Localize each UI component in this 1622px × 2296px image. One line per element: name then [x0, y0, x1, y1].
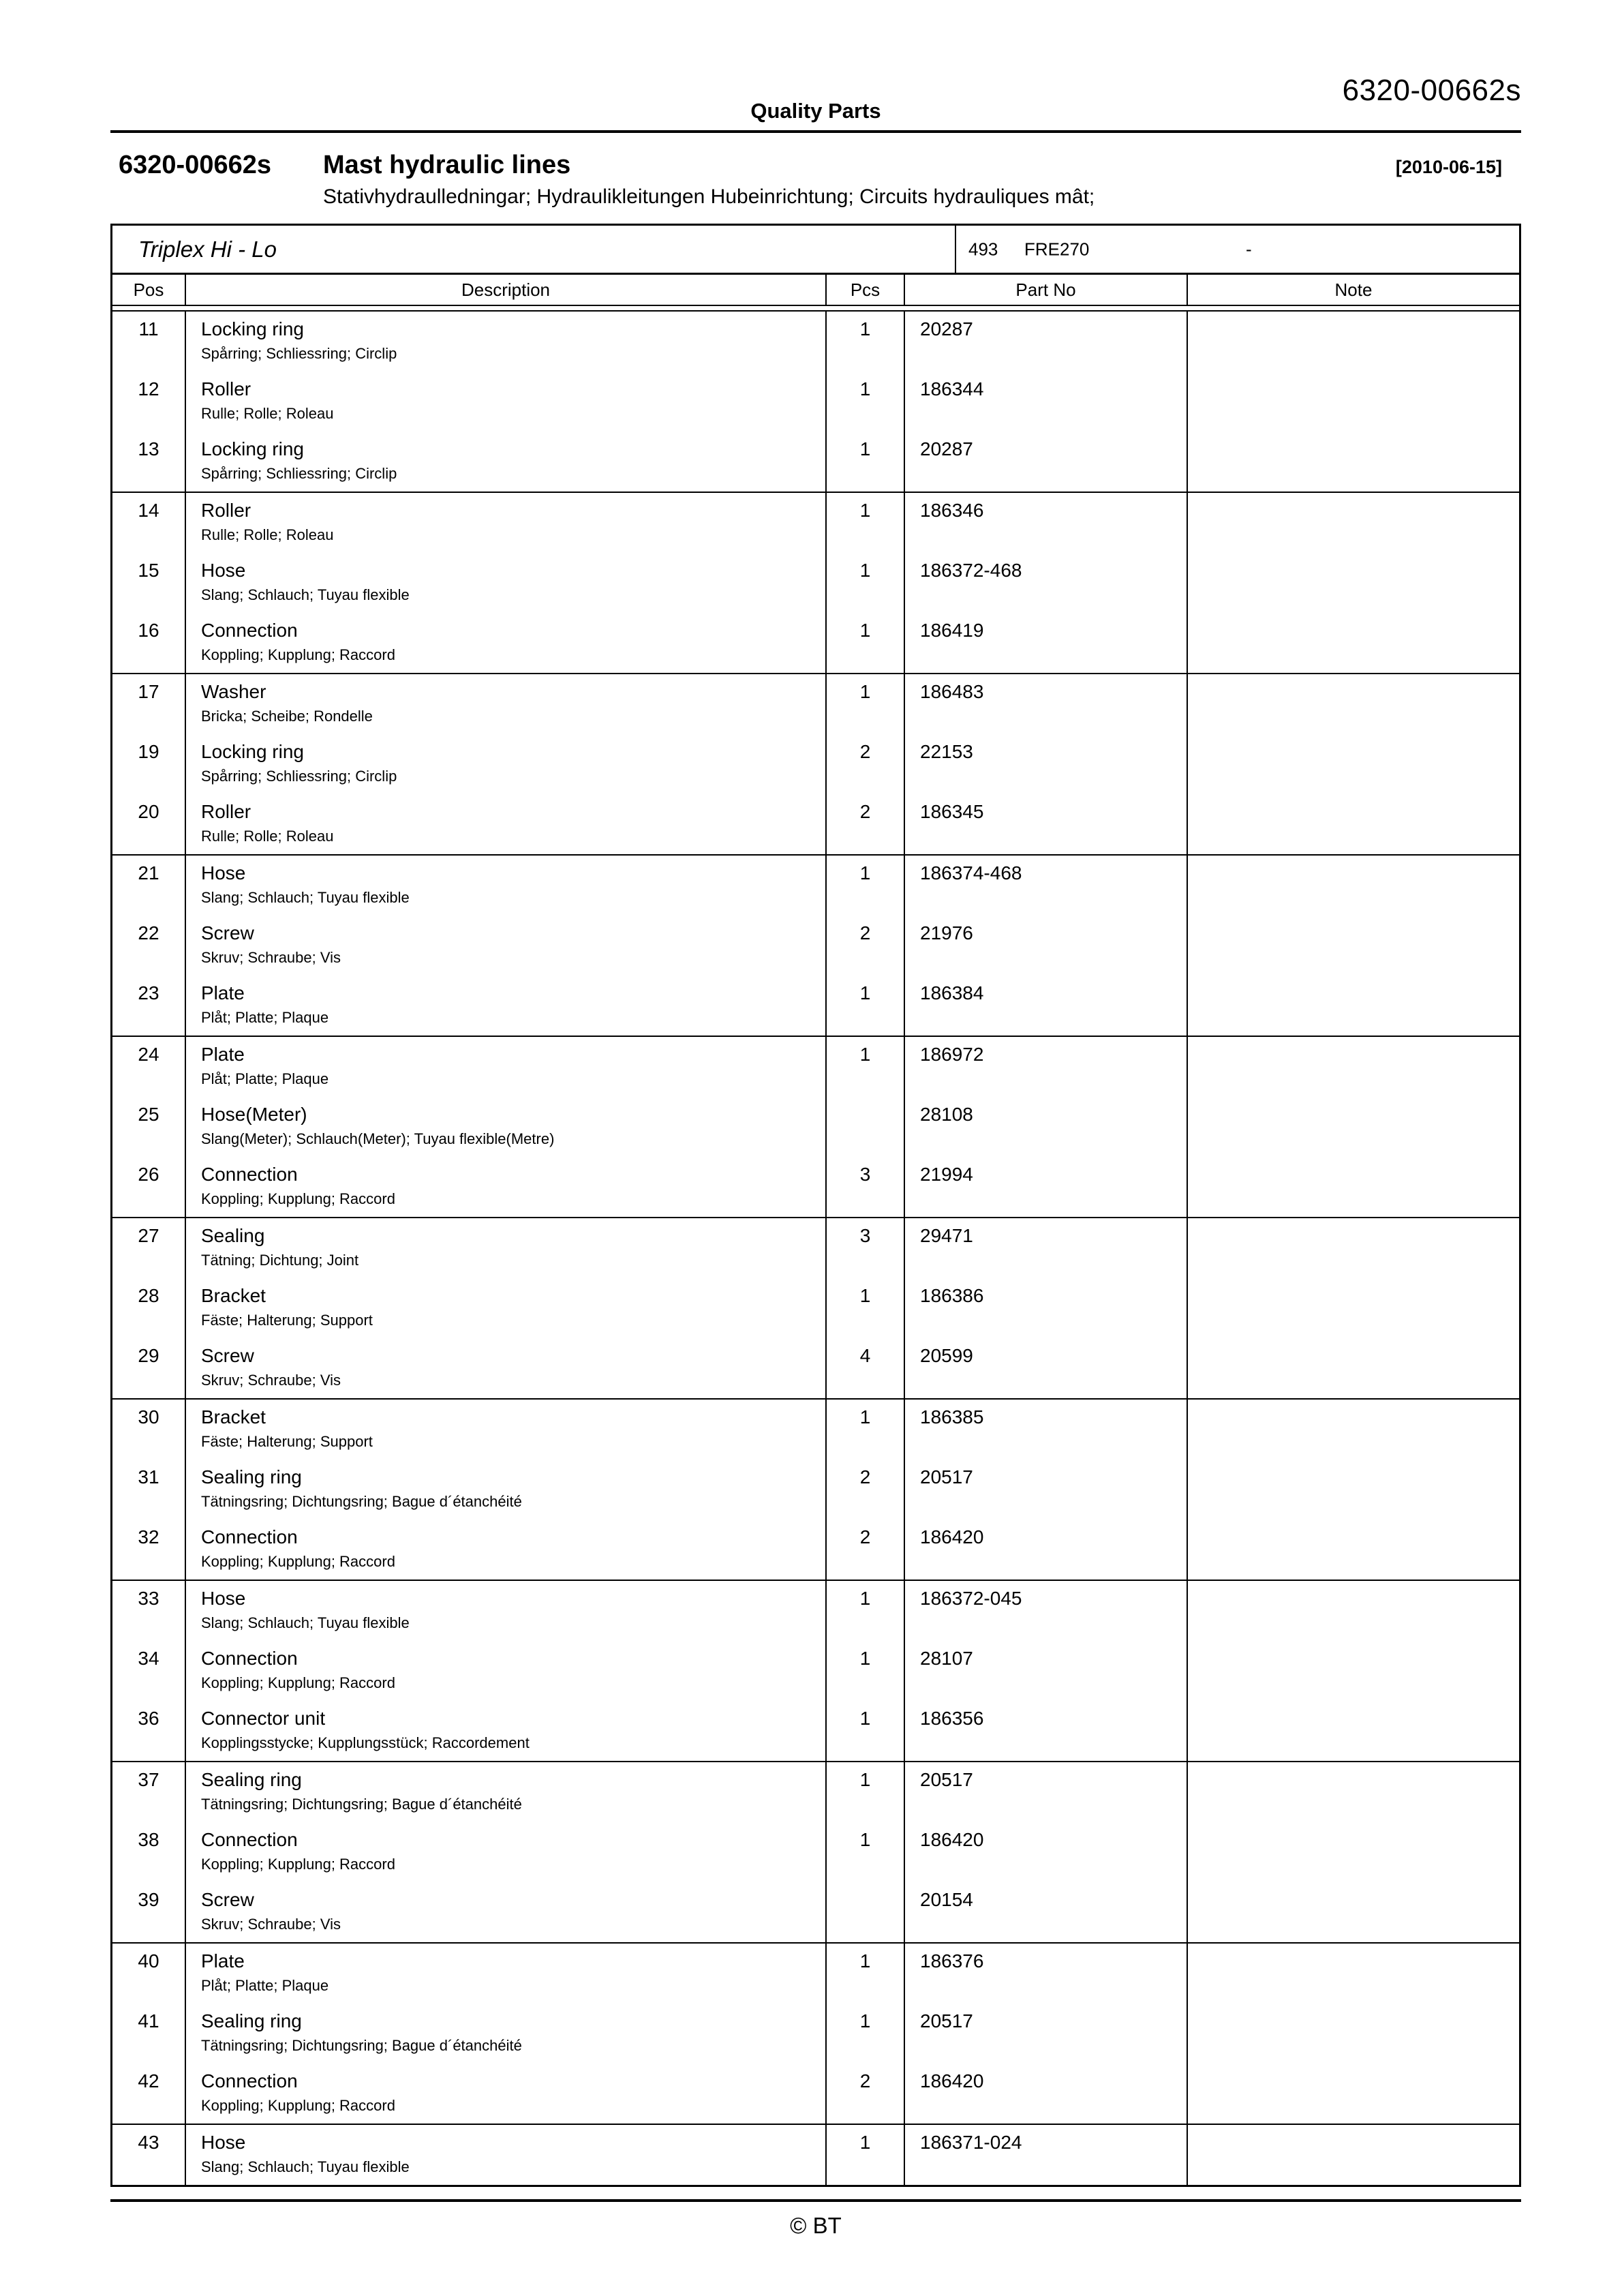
description-sub: Koppling; Kupplung; Raccord: [201, 1856, 395, 1873]
part-number: 28108: [905, 1097, 1188, 1157]
part-number: 186376: [905, 1944, 1188, 2004]
pos-cell: 40: [112, 1944, 186, 2004]
description-main: Bracket: [201, 1285, 266, 1306]
pos-cell: 43: [112, 2125, 186, 2185]
note-cell: [1188, 312, 1519, 372]
description-cell: [186, 613, 827, 673]
description-cell: [186, 1278, 827, 1338]
part-number: 20154: [905, 1882, 1188, 1942]
pos-cell: 27: [112, 1218, 186, 1278]
description-sub: Koppling; Kupplung; Raccord: [201, 1190, 395, 1208]
pos-cell: 21: [112, 856, 186, 916]
pos-cell: 25: [112, 1097, 186, 1157]
pcs-cell: 1: [827, 1762, 905, 1822]
note-cell: [1188, 856, 1519, 916]
pcs-cell: 1: [827, 1400, 905, 1460]
description-main: Sealing ring: [201, 2010, 302, 2031]
table-row: [112, 372, 1519, 432]
note-cell: [1188, 1944, 1519, 2004]
table-row: [112, 553, 1519, 613]
page-header: [110, 0, 1521, 133]
note-cell: [1188, 1882, 1519, 1942]
table-row: [112, 916, 1519, 976]
pcs-cell: 1: [827, 674, 905, 734]
row-group: [112, 1036, 1519, 1217]
description-cell: [186, 493, 827, 553]
parts-table: [110, 224, 1521, 2187]
pos-cell: 23: [112, 976, 186, 1036]
description-cell: [186, 372, 827, 432]
part-number: 186386: [905, 1278, 1188, 1338]
pcs-cell: 1: [827, 1278, 905, 1338]
note-cell: [1188, 734, 1519, 794]
description-main: Connection: [201, 1526, 298, 1547]
description-sub: Rulle; Rolle; Roleau: [201, 405, 334, 423]
description-cell: [186, 1218, 827, 1278]
note-cell: [1188, 493, 1519, 553]
description-sub: Koppling; Kupplung; Raccord: [201, 2097, 395, 2115]
part-number: 20517: [905, 2004, 1188, 2064]
table-row: [112, 2125, 1519, 2185]
description-main: Locking ring: [201, 741, 304, 762]
table-row: [112, 2064, 1519, 2124]
row-group: [112, 1761, 1519, 1942]
description-main: Screw: [201, 922, 254, 943]
note-cell: [1188, 1641, 1519, 1701]
table-row: [112, 734, 1519, 794]
model-header-row: [112, 226, 1519, 275]
note-cell: [1188, 1338, 1519, 1398]
pos-cell: 24: [112, 1037, 186, 1097]
row-group: [112, 1580, 1519, 1761]
description-sub: Koppling; Kupplung; Raccord: [201, 646, 395, 664]
description-cell: [186, 1338, 827, 1398]
pcs-cell: 2: [827, 916, 905, 976]
pcs-cell: 1: [827, 2125, 905, 2185]
pos-cell: 31: [112, 1460, 186, 1520]
part-number: 186483: [905, 674, 1188, 734]
pcs-cell: 4: [827, 1338, 905, 1398]
description-cell: [186, 1701, 827, 1761]
document-date: [2010-06-15]: [1395, 157, 1502, 177]
pos-cell: 29: [112, 1338, 186, 1398]
description-cell: [186, 916, 827, 976]
model-code: 493: [968, 239, 998, 259]
pcs-cell: 1: [827, 1822, 905, 1882]
description-cell: [186, 312, 827, 372]
table-row: [112, 493, 1519, 553]
pos-cell: 19: [112, 734, 186, 794]
description-sub: Tätningsring; Dichtungsring; Bague d´étanchéité: [201, 2037, 522, 2055]
description-main: Plate: [201, 1044, 245, 1065]
pos-cell: 15: [112, 553, 186, 613]
part-number: 186384: [905, 976, 1188, 1036]
pcs-cell: 2: [827, 794, 905, 854]
table-row: [112, 1822, 1519, 1882]
table-row: [112, 1641, 1519, 1701]
header-title: Quality Parts: [750, 99, 881, 123]
table-row: [112, 1218, 1519, 1278]
description-sub: Skruv; Schraube; Vis: [201, 1916, 341, 1933]
pcs-cell: 2: [827, 1460, 905, 1520]
description-cell: [186, 1762, 827, 1822]
note-cell: [1188, 2004, 1519, 2064]
note-cell: [1188, 613, 1519, 673]
description-sub: Plåt; Platte; Plaque: [201, 1009, 329, 1027]
description-cell: [186, 1460, 827, 1520]
note-cell: [1188, 1762, 1519, 1822]
table-row: [112, 794, 1519, 854]
pcs-cell: 1: [827, 372, 905, 432]
description-sub: Slang; Schlauch; Tuyau flexible: [201, 2158, 410, 2176]
pcs-cell: 1: [827, 2004, 905, 2064]
pos-cell: 42: [112, 2064, 186, 2124]
pos-cell: 38: [112, 1822, 186, 1882]
description-main: Roller: [201, 801, 251, 822]
description-cell: [186, 1581, 827, 1641]
pos-cell: 28: [112, 1278, 186, 1338]
part-number: 186372-045: [905, 1581, 1188, 1641]
description-main: Washer: [201, 681, 266, 702]
pcs-cell: 3: [827, 1157, 905, 1217]
description-main: Bracket: [201, 1406, 266, 1428]
pcs-cell: 1: [827, 553, 905, 613]
part-number: 186420: [905, 1520, 1188, 1580]
part-number: 186419: [905, 613, 1188, 673]
table-row: [112, 976, 1519, 1036]
description-sub: Koppling; Kupplung; Raccord: [201, 1553, 395, 1571]
table-row: [112, 1157, 1519, 1217]
description-sub: Skruv; Schraube; Vis: [201, 949, 341, 967]
note-cell: [1188, 1520, 1519, 1580]
description-main: Connection: [201, 2070, 298, 2091]
note-cell: [1188, 1157, 1519, 1217]
table-row: [112, 1037, 1519, 1097]
pcs-cell: 1: [827, 856, 905, 916]
note-cell: [1188, 794, 1519, 854]
row-group: [112, 673, 1519, 854]
note-cell: [1188, 1400, 1519, 1460]
part-number: 186972: [905, 1037, 1188, 1097]
table-row: [112, 1701, 1519, 1761]
part-number: 21994: [905, 1157, 1188, 1217]
pcs-cell: 1: [827, 1701, 905, 1761]
description-cell: [186, 432, 827, 492]
description-cell: [186, 2064, 827, 2124]
description-sub: Spårring; Schliessring; Circlip: [201, 768, 397, 785]
part-number: 186344: [905, 372, 1188, 432]
pos-cell: 33: [112, 1581, 186, 1641]
note-cell: [1188, 1037, 1519, 1097]
part-number: 20599: [905, 1338, 1188, 1398]
part-number: 186345: [905, 794, 1188, 854]
pcs-cell: 2: [827, 734, 905, 794]
description-main: Plate: [201, 982, 245, 1003]
pcs-cell: 1: [827, 432, 905, 492]
part-number: 186420: [905, 2064, 1188, 2124]
note-cell: [1188, 372, 1519, 432]
document-subtitle: Stativhydraulledningar; Hydraulikleitungen Hubeinrichtung; Circuits hydrauliques mât;: [323, 185, 1095, 208]
description-sub: Koppling; Kupplung; Raccord: [201, 1674, 395, 1692]
pos-cell: 22: [112, 916, 186, 976]
table-row: [112, 1338, 1519, 1398]
note-cell: [1188, 976, 1519, 1036]
table-row: [112, 1400, 1519, 1460]
table-row: [112, 312, 1519, 372]
part-number: 20287: [905, 432, 1188, 492]
row-group: [112, 1398, 1519, 1580]
description-sub: Spårring; Schliessring; Circlip: [201, 465, 397, 483]
pos-cell: 37: [112, 1762, 186, 1822]
description-sub: Kopplingsstycke; Kupplungsstück; Raccordement: [201, 1734, 530, 1752]
table-row: [112, 432, 1519, 492]
description-main: Sealing: [201, 1225, 265, 1246]
note-cell: [1188, 1278, 1519, 1338]
description-sub: Bricka; Scheibe; Rondelle: [201, 708, 373, 725]
description-sub: Fäste; Halterung; Support: [201, 1433, 373, 1451]
pos-cell: 32: [112, 1520, 186, 1580]
description-sub: Tätningsring; Dichtungsring; Bague d´étanchéité: [201, 1493, 522, 1511]
pos-cell: 26: [112, 1157, 186, 1217]
description-main: Sealing ring: [201, 1466, 302, 1487]
description-cell: [186, 1822, 827, 1882]
description-main: Plate: [201, 1950, 245, 1972]
row-group: [112, 492, 1519, 673]
model-name: Triplex Hi - Lo: [112, 226, 956, 273]
table-row: [112, 1460, 1519, 1520]
note-cell: [1188, 2125, 1519, 2185]
model-dash: -: [1246, 239, 1252, 259]
description-main: Roller: [201, 378, 251, 399]
description-cell: [186, 794, 827, 854]
description-main: Connector unit: [201, 1708, 326, 1729]
document-number: 6320-00662s: [119, 151, 271, 179]
note-cell: [1188, 1097, 1519, 1157]
part-number: 186374-468: [905, 856, 1188, 916]
description-main: Connection: [201, 1648, 298, 1669]
description-cell: [186, 1037, 827, 1097]
pcs-cell: [827, 1882, 905, 1942]
pos-cell: 39: [112, 1882, 186, 1942]
part-number: 186371-024: [905, 2125, 1188, 2185]
table-row: [112, 1882, 1519, 1942]
description-main: Sealing ring: [201, 1769, 302, 1790]
pos-cell: 16: [112, 613, 186, 673]
part-number: 20287: [905, 312, 1188, 372]
description-sub: Plåt; Platte; Plaque: [201, 1977, 329, 1995]
note-cell: [1188, 1218, 1519, 1278]
description-sub: Slang; Schlauch; Tuyau flexible: [201, 1614, 410, 1632]
table-row: [112, 1097, 1519, 1157]
column-header-description: Description: [186, 275, 827, 305]
table-row: [112, 1278, 1519, 1338]
part-number: 186346: [905, 493, 1188, 553]
description-cell: [186, 856, 827, 916]
description-sub: Spårring; Schliessring; Circlip: [201, 345, 397, 363]
table-row: [112, 613, 1519, 673]
part-number: 21976: [905, 916, 1188, 976]
part-number: 20517: [905, 1460, 1188, 1520]
description-cell: [186, 1157, 827, 1217]
header-doc-code: 6320-00662s: [1342, 74, 1521, 107]
description-sub: Slang; Schlauch; Tuyau flexible: [201, 889, 410, 907]
description-main: Locking ring: [201, 438, 304, 459]
description-cell: [186, 1882, 827, 1942]
description-sub: Fäste; Halterung; Support: [201, 1312, 373, 1329]
description-cell: [186, 976, 827, 1036]
pos-cell: 12: [112, 372, 186, 432]
note-cell: [1188, 674, 1519, 734]
note-cell: [1188, 1460, 1519, 1520]
document-title-row: [110, 151, 1521, 180]
pcs-cell: 1: [827, 312, 905, 372]
description-sub: Plåt; Platte; Plaque: [201, 1070, 329, 1088]
model-code-secondary: FRE270: [1024, 239, 1090, 259]
footer-rule: [110, 2199, 1521, 2202]
table-row: [112, 2004, 1519, 2064]
part-number: 186356: [905, 1701, 1188, 1761]
column-header-pos: Pos: [112, 275, 186, 305]
pos-cell: 13: [112, 432, 186, 492]
column-header-partno: Part No: [905, 275, 1188, 305]
description-main: Hose: [201, 560, 246, 581]
pcs-cell: 1: [827, 1581, 905, 1641]
note-cell: [1188, 1701, 1519, 1761]
pcs-cell: 1: [827, 976, 905, 1036]
table-row: [112, 856, 1519, 916]
description-sub: Skruv; Schraube; Vis: [201, 1372, 341, 1389]
description-cell: [186, 1944, 827, 2004]
description-cell: [186, 1400, 827, 1460]
part-number: 186385: [905, 1400, 1188, 1460]
part-number: 28107: [905, 1641, 1188, 1701]
part-number: 20517: [905, 1762, 1188, 1822]
pcs-cell: 1: [827, 1037, 905, 1097]
description-cell: [186, 553, 827, 613]
pos-cell: 34: [112, 1641, 186, 1701]
pcs-cell: 2: [827, 2064, 905, 2124]
part-number: 29471: [905, 1218, 1188, 1278]
pos-cell: 36: [112, 1701, 186, 1761]
description-main: Hose(Meter): [201, 1104, 307, 1125]
table-row: [112, 1520, 1519, 1580]
column-header-row: [112, 275, 1519, 306]
description-main: Hose: [201, 2132, 246, 2153]
description-main: Hose: [201, 1588, 246, 1609]
description-sub: Tätning; Dichtung; Joint: [201, 1252, 359, 1269]
description-cell: [186, 1641, 827, 1701]
row-group: [112, 1942, 1519, 2124]
note-cell: [1188, 553, 1519, 613]
pos-cell: 11: [112, 312, 186, 372]
description-main: Locking ring: [201, 318, 304, 339]
document-title: Mast hydraulic lines: [323, 151, 571, 179]
description-cell: [186, 674, 827, 734]
model-codes: [956, 226, 1519, 273]
description-cell: [186, 1097, 827, 1157]
description-sub: Slang(Meter); Schlauch(Meter); Tuyau flexible(Metre): [201, 1130, 555, 1148]
column-header-note: Note: [1334, 279, 1373, 300]
description-sub: Rulle; Rolle; Roleau: [201, 828, 334, 845]
description-sub: Slang; Schlauch; Tuyau flexible: [201, 586, 410, 604]
table-row: [112, 1581, 1519, 1641]
pcs-cell: 1: [827, 1944, 905, 2004]
pos-cell: 14: [112, 493, 186, 553]
note-cell: [1188, 916, 1519, 976]
description-main: Screw: [201, 1889, 254, 1910]
part-number: 22153: [905, 734, 1188, 794]
part-number: 186372-468: [905, 553, 1188, 613]
pcs-cell: 2: [827, 1520, 905, 1580]
description-cell: [186, 1520, 827, 1580]
description-cell: [186, 2004, 827, 2064]
description-main: Hose: [201, 862, 246, 883]
table-row: [112, 1944, 1519, 2004]
note-cell: [1188, 2064, 1519, 2124]
description-main: Roller: [201, 500, 251, 521]
pos-cell: 20: [112, 794, 186, 854]
description-sub: Tätningsring; Dichtungsring; Bague d´étanchéité: [201, 1796, 522, 1813]
pcs-cell: [827, 1097, 905, 1157]
description-main: Connection: [201, 1829, 298, 1850]
row-group: [112, 312, 1519, 492]
row-group: [112, 2124, 1519, 2185]
note-cell: [1188, 1581, 1519, 1641]
pcs-cell: 1: [827, 1641, 905, 1701]
description-cell: [186, 734, 827, 794]
row-group: [112, 854, 1519, 1036]
pos-cell: 17: [112, 674, 186, 734]
description-main: Connection: [201, 1164, 298, 1185]
description-main: Screw: [201, 1345, 254, 1366]
description-main: Connection: [201, 620, 298, 641]
note-cell: [1188, 432, 1519, 492]
pos-cell: 30: [112, 1400, 186, 1460]
table-body: [112, 310, 1519, 2185]
column-header-pcs: Pcs: [827, 275, 905, 305]
pos-cell: 41: [112, 2004, 186, 2064]
part-number: 186420: [905, 1822, 1188, 1882]
pcs-cell: 3: [827, 1218, 905, 1278]
note-cell: [1188, 1822, 1519, 1882]
pcs-cell: 1: [827, 493, 905, 553]
description-cell: [186, 2125, 827, 2185]
description-sub: Rulle; Rolle; Roleau: [201, 526, 334, 544]
pcs-cell: 1: [827, 613, 905, 673]
table-row: [112, 1762, 1519, 1822]
row-group: [112, 1217, 1519, 1398]
footer-copyright: © BT: [790, 2213, 842, 2238]
table-row: [112, 674, 1519, 734]
